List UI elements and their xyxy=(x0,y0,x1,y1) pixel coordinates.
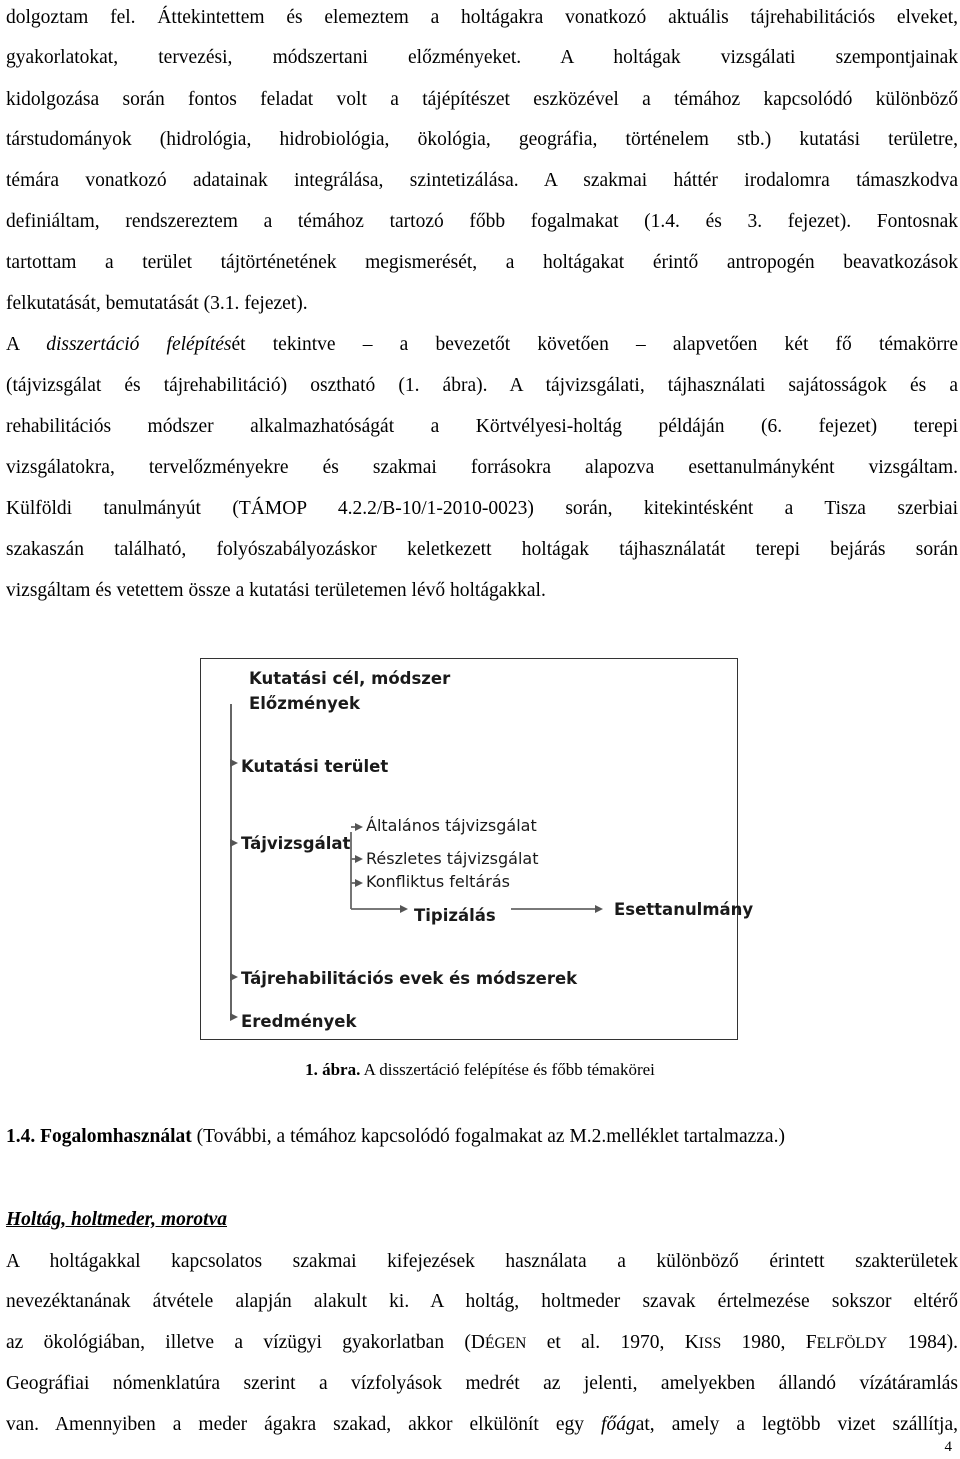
text-line: dolgoztam fel. Áttekintettem és elemeztem a holtágakra vonatkozó aktuális tájrehabilitációs elveket, xyxy=(6,7,958,28)
label-eredmenyek: Eredmények xyxy=(241,1012,357,1031)
text-line: gyakorlatokat, tervezési, módszertani előzményeket. A holtágak vizsgálati szempontjainak xyxy=(6,47,958,68)
text-span: 1980, F xyxy=(721,1332,817,1353)
dissertation-structure-figure xyxy=(200,658,754,1040)
caption-label: 1. ábra. xyxy=(305,1060,361,1079)
text-line: (tájvizsgálat és tájrehabilitáció) osztható (1. ábra). A tájvizsgálati, tájhasználati sajátosságok és a xyxy=(6,375,958,396)
label-esettanulmany: Esettanulmány xyxy=(614,900,754,919)
label-tajvizsgalat: Tájvizsgálat xyxy=(241,834,351,853)
label-konfliktus: Konfliktus feltárás xyxy=(366,872,510,891)
text-line: rehabilitációs módszer alkalmazhatóságát a Körtvélyesi-holtág példáján (6. fejezet) terepi xyxy=(6,416,958,437)
label-reszletes: Részletes tájvizsgálat xyxy=(366,849,539,868)
text-line: definiáltam, rendszereztem a témához tartozó főbb fogalmakat (1.4. és 3. fejezet). Fontosnak xyxy=(6,211,958,232)
text-span: A xyxy=(6,334,47,355)
text-line: vizsgálatokra, tervelőzményekre és szakmai forrásokra alapozva esettanulmányként vizsgáltam. xyxy=(6,457,958,478)
label-kutatasi-cel: Kutatási cél, módszer xyxy=(249,669,451,688)
text-span: at, amely a legtöbb vizet szállítja, xyxy=(635,1414,958,1435)
text-span: 1984). xyxy=(887,1332,958,1353)
label-altalanos: Általános tájvizsgálat xyxy=(366,816,537,835)
section-note: (További, a témához kapcsolódó fogalmakat az M.2.melléklet tartalmazza.) xyxy=(191,1126,785,1147)
text-span: van. Amennyiben a meder ágakra szakad, akkor elkülönít egy xyxy=(6,1414,602,1435)
label-elozmenyek: Előzmények xyxy=(249,694,360,713)
italic-term: főág xyxy=(601,1414,636,1435)
label-tipizalas: Tipizálás xyxy=(414,906,496,925)
caption-text: A disszertáció felépítése és főbb témakörei xyxy=(360,1060,655,1079)
section-heading xyxy=(6,1123,785,1151)
small-caps-span: ÉGEN xyxy=(485,1335,527,1352)
text-line: vizsgáltam és vetettem össze a kutatási területemen lévő holtágakkal. xyxy=(6,580,546,601)
text-line xyxy=(6,331,958,359)
figure-caption xyxy=(0,1058,960,1082)
small-caps-span: ISS xyxy=(698,1335,722,1352)
section-title: 1.4. Fogalomhasználat xyxy=(6,1126,192,1147)
text-line xyxy=(6,1329,958,1358)
label-kutatasi-terulet: Kutatási terület xyxy=(241,757,389,776)
figure-diagram xyxy=(201,659,754,1041)
page-number: 4 xyxy=(944,1439,952,1455)
text-line: tartottam a terület tájtörténetének megismerését, a holtágakat érintő antropogén beavatkozások xyxy=(6,252,958,273)
italic-term: disszertáció felépítés xyxy=(46,334,232,355)
text-span: et al. 1970, K xyxy=(526,1332,699,1353)
text-line: társtudományok (hidrológia, hidrobiológia, ökológia, geográfia, történelem stb.) kutatási területre, xyxy=(6,129,958,150)
text-line: nevezéktanának átvétele alapján alakult ki. A holtág, holtmeder szavak értelmezése sokszor eltérő xyxy=(6,1291,958,1312)
text-line: A holtágakkal kapcsolatos szakmai kifejezések használata a különböző érintett szakterületek xyxy=(6,1251,958,1272)
text-line xyxy=(6,1411,958,1439)
label-tajrehabilitacio: Tájrehabilitációs evek és módszerek xyxy=(241,969,578,988)
text-line: Geográfiai nómenklatúra szerint a vízfolyások medrét az jelenti, amelyekben állandó vízátáramlás xyxy=(6,1373,958,1394)
small-caps-span: ELFÖLDY xyxy=(816,1335,888,1352)
text-line: szakaszán található, folyószabályozáskor keletkezett holtágak tájhasználatát terepi bejárás során xyxy=(6,539,958,560)
text-span: az ökológiában, illetve a vízügyi gyakorlatban (D xyxy=(6,1332,486,1353)
text-line: Külföldi tanulmányút (TÁMOP 4.2.2/B-10/1-2010-0023) során, kitekintésként a Tisza szerbiai xyxy=(6,498,958,519)
term-heading: Holtág, holtmeder, morotva xyxy=(6,1209,228,1230)
text-span: ét tekintve – a bevezetőt követően – alapvetően két fő témakörre xyxy=(231,334,958,355)
text-line: felkutatását, bemutatását (3.1. fejezet). xyxy=(6,293,308,314)
text-line: témára vonatkozó adatainak integrálása, szintetizálása. A szakmai háttér irodalomra támaszkodva xyxy=(6,170,958,191)
text-line: kidolgozása során fontos feladat volt a tájépítészet eszközével a témához kapcsolódó különböző xyxy=(6,89,958,110)
